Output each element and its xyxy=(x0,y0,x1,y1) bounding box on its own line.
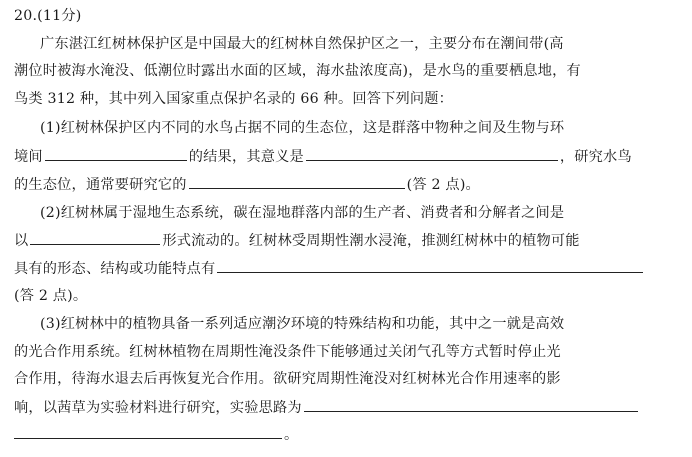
part3-text-4a: 响，以茜草为实验材料进行研究，实验思路为 xyxy=(14,400,302,416)
part1-line-1 xyxy=(40,118,692,138)
part3-line-3 xyxy=(14,369,692,389)
intro-text-1: 广东湛江红树林保护区是中国最大的红树林自然保护区之一，主要分布在潮间带(高 xyxy=(40,36,564,52)
intro-line-3 xyxy=(14,89,692,109)
answer-blank-1c[interactable] xyxy=(189,174,405,189)
part3-text-2: 的光合作用系统。红树林植物在周期性淹没条件下能够通过关闭气孔等方式暂时停止光 xyxy=(14,344,561,360)
question-number: 20.(11分) xyxy=(14,8,82,24)
part1-text-3a: 的生态位，通常要研究它的 xyxy=(14,177,187,193)
answer-blank-1a[interactable] xyxy=(45,146,187,161)
part1-text-2a: 境间 xyxy=(14,149,43,165)
part2-text-1: (2)红树林属于湿地生态系统，碳在湿地群落内部的生产者、消费者和分解者之间是 xyxy=(40,205,565,221)
part2-text-3a: 具有的形态、结构或功能特点有 xyxy=(14,261,216,277)
part2-line-2 xyxy=(14,230,692,251)
part3-text-1: (3)红树林中的植物具备一系列适应潮汐环境的特殊结构和功能，其中之一就是高效 xyxy=(40,316,565,332)
intro-line-1 xyxy=(40,34,692,54)
part2-line-3 xyxy=(14,258,692,279)
part2-text-4: (答 2 点)。 xyxy=(14,288,88,304)
answer-blank-2a[interactable] xyxy=(30,230,160,245)
question-header xyxy=(14,6,692,26)
intro-text-2: 潮位时被海水淹没、低潮位时露出水面的区域，海水盐浓度高)，是水鸟的重要栖息地，有 xyxy=(14,63,581,79)
part3-line-5 xyxy=(14,424,692,445)
answer-blank-2b[interactable] xyxy=(217,258,643,273)
intro-line-2 xyxy=(14,61,692,81)
answer-blank-3a[interactable] xyxy=(304,397,638,412)
part3-line-4 xyxy=(14,397,692,418)
part2-line-1 xyxy=(40,203,692,223)
answer-blank-1b[interactable] xyxy=(306,146,558,161)
answer-blank-3b[interactable] xyxy=(14,424,282,439)
part3-text-5-end: 。 xyxy=(284,427,299,443)
part1-text-1: (1)红树林保护区内不同的水鸟占据不同的生态位，这是群落中物种之间及生物与环 xyxy=(40,120,565,136)
part2-text-2b: 形式流动的。红树林受周期性潮水浸淹，推测红树林中的植物可能 xyxy=(162,233,580,249)
part1-text-2c: ，研究水鸟 xyxy=(559,149,632,165)
part3-text-3: 合作用，待海水退去后再恢复光合作用。欲研究周期性淹没对红树林光合作用速率的影 xyxy=(14,371,561,387)
intro-text-3: 鸟类 312 种，其中列入国家重点保护名录的 66 种。回答下列问题： xyxy=(14,91,454,107)
part2-text-2a: 以 xyxy=(14,233,29,249)
part1-text-2b: 的结果，其意义是 xyxy=(188,149,304,165)
part1-text-3b: (答 2 点)。 xyxy=(406,177,480,193)
part1-line-2 xyxy=(14,146,692,167)
part3-line-2 xyxy=(14,342,692,362)
part3-line-1 xyxy=(40,314,692,334)
part2-line-4 xyxy=(14,286,692,306)
part1-line-3 xyxy=(14,174,692,195)
